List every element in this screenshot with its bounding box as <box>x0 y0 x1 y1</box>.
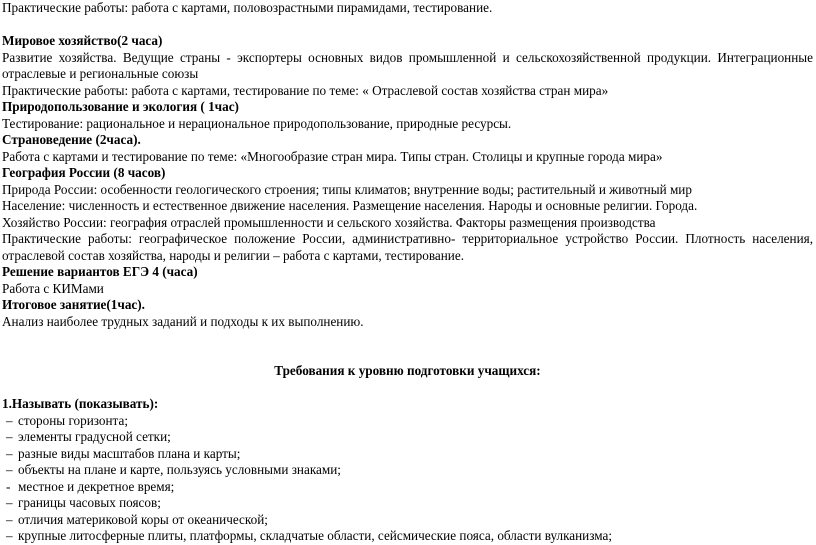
ege-text: Работа с КИМами <box>2 280 104 296</box>
spacer <box>2 347 813 364</box>
list-item <box>2 479 813 496</box>
list-item <box>2 413 813 430</box>
russia-practice-text: Практические работы: географическое положение России, административно- территориальное устройство России. Плотность населения, отраслевой состав хозяйства, народы и религии – работа с картами, тестирование. <box>2 231 813 263</box>
list-item <box>2 495 813 512</box>
list-marker: - <box>6 478 11 494</box>
world-economy-heading: Мировое хозяйство(2 часа) <box>2 33 163 48</box>
list-marker: – <box>6 429 13 444</box>
list-marker: – <box>6 412 13 428</box>
spacer <box>2 380 813 397</box>
ege-heading: Решение вариантов ЕГЭ 4 (часа) <box>2 264 198 279</box>
list-item-text: разные виды масштабов плана и карты; <box>18 445 241 461</box>
final-lesson-text: Анализ наиболее трудных заданий и подходы к их выполнению. <box>2 313 364 329</box>
intro-text: Практические работы: работа с картами, половозрастными пирамидами, тестирование. <box>2 0 493 15</box>
list-marker: – <box>6 445 13 461</box>
list-item-text: элементы градусной сетки; <box>18 429 171 444</box>
list-item <box>2 429 813 446</box>
country-studies-text: Работа с картами и тестирование по теме: «Многообразие стран мира. Типы стран. Столицы и крупные города мира» <box>2 148 663 164</box>
final-lesson-heading: Итоговое занятие(1час). <box>2 297 145 312</box>
list-item <box>2 528 813 545</box>
world-economy-practice: Практические работы: работа с картами, тестирование по теме: « Отраслевой состав хозяйства стран мира» <box>2 82 609 98</box>
russia-economy-text: Хозяйство России: география отраслей промышленности и сельского хозяйства. Факторы размещения производства <box>2 214 656 230</box>
requirements-title: Требования к уровню подготовки учащихся: <box>274 363 541 378</box>
list-item <box>2 512 813 529</box>
list-item-text: объекты на плане и карте, пользуясь условными знаками; <box>18 462 341 477</box>
country-studies-heading: Страноведение (2часа). <box>2 132 141 147</box>
list-item-text: крупные литосферные плиты, платформы, складчатые области, сейсмические пояса, области вулканизма; <box>18 528 613 543</box>
requirements-list <box>2 413 813 545</box>
nature-use-heading: Природопользование и экология ( 1час) <box>2 99 239 114</box>
nature-use-text: Тестирование: рациональное и нерациональное природопользование, природные ресурсы. <box>2 115 512 131</box>
list-item <box>2 446 813 463</box>
list-item-text: местное и декретное время; <box>18 478 175 494</box>
russia-population-text: Население: численность и естественное движение населения. Размещение населения. Народы и основные религии. Города. <box>2 198 698 213</box>
spacer <box>2 17 813 34</box>
list-marker: – <box>6 462 13 477</box>
world-economy-text: Развитие хозяйства. Ведущие страны - экспортеры основных видов промышленной и сельскохозяйственной продукции. Интеграционные отраслевые и региональные союзы <box>2 49 813 81</box>
list-marker: – <box>6 495 13 510</box>
list-marker: – <box>6 528 13 543</box>
list-item <box>2 462 813 479</box>
russia-nature-text: Природа России: особенности геологического строения; типы климатов; внутренние воды; растительный и животный мир <box>2 181 692 197</box>
list-item-text: отличия материковой коры от океанической; <box>18 511 268 527</box>
list-marker: – <box>6 511 13 527</box>
requirements-item1-heading: 1.Называть (показывать): <box>2 396 159 411</box>
spacer <box>2 330 813 347</box>
russia-heading: География России (8 часов) <box>2 165 166 180</box>
list-item-text: стороны горизонта; <box>18 412 128 428</box>
list-item-text: границы часовых поясов; <box>18 495 161 510</box>
